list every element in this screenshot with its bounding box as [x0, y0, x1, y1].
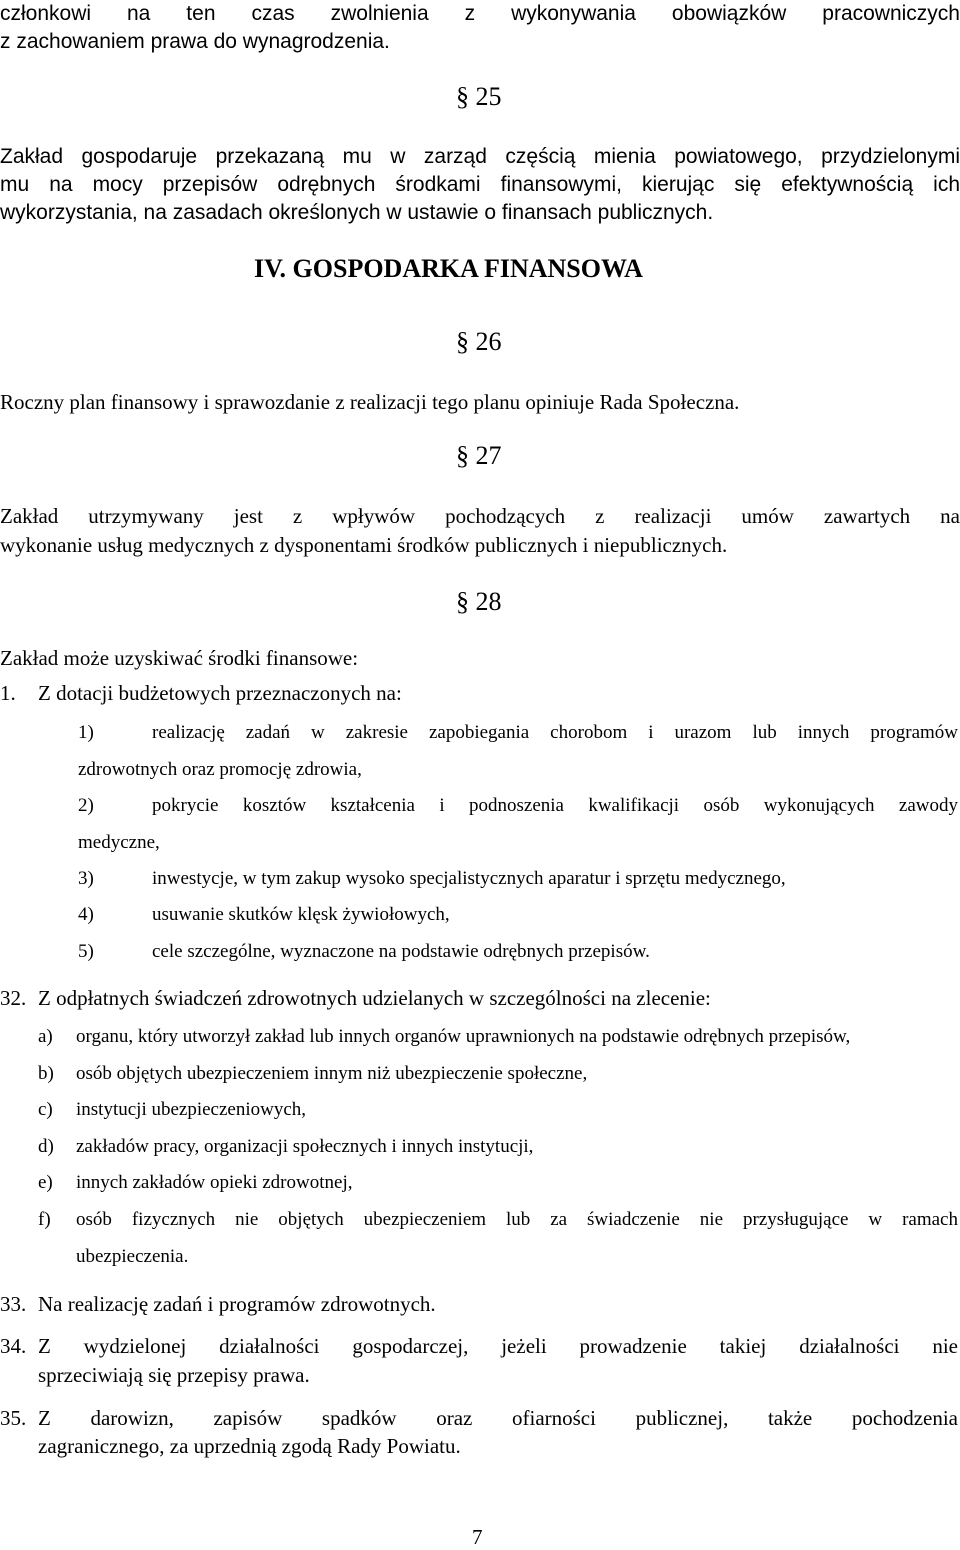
subitem-c-number: c) [38, 1099, 53, 1120]
item-35-number: 35. [0, 1406, 27, 1430]
subitem-f-number: f) [38, 1209, 51, 1230]
para28-intro: Zakład może uzyskiwać środki finansowe: [0, 646, 359, 670]
para26-text: Roczny plan finansowy i sprawozdanie z realizacji tego planu opiniuje Rada Społeczna. [0, 390, 740, 414]
para25-line-1: Zakład gospodaruje przekazaną mu w zarząd częścią mienia powiatowego, przydzielonymi [0, 145, 960, 168]
para25-line-2: mu na mocy przepisów odrębnych środkami finansowymi, kierując się efektywnością ich [0, 173, 960, 196]
item-32-text: Z odpłatnych świadczeń zdrowotnych udzielanych w szczególności na zlecenie: [38, 986, 711, 1010]
subitem-b-line-1: osób objętych ubezpieczeniem innym niż ubezpieczenie społeczne, [76, 1063, 588, 1084]
section-title: IV. GOSPODARKA FINANSOWA [254, 254, 643, 283]
intro-line-2: z zachowaniem prawa do wynagrodzenia. [0, 30, 390, 53]
subitem-a-number: a) [38, 1026, 53, 1047]
item-1-text: Z dotacji budżetowych przeznaczonych na: [38, 681, 402, 705]
item-33-text: Na realizację zadań i programów zdrowotnych. [38, 1292, 436, 1316]
subitem-1-line-2: zdrowotnych oraz promocję zdrowia, [78, 759, 362, 780]
subitem-3-number: 3) [78, 868, 94, 889]
paragraph-heading-25: § 25 [456, 82, 502, 111]
item-35-line-1: Z darowizn, zapisów spadków oraz ofiarności publicznej, także pochodzenia [38, 1406, 958, 1430]
subitem-e-line-1: innych zakładów opieki zdrowotnej, [76, 1172, 353, 1193]
subitem-f-line-2: ubezpieczenia. [76, 1246, 189, 1267]
para25-line-3: wykorzystania, na zasadach określonych w ustawie o finansach publicznych. [0, 201, 714, 224]
subitem-4-number: 4) [78, 904, 94, 925]
subitem-1-line-1: realizację zadań w zakresie zapobiegania chorobom i urazom lub innych programów [152, 722, 958, 743]
item-35-line-2: zagranicznego, za uprzednią zgodą Rady Powiatu. [38, 1434, 461, 1458]
paragraph-heading-26: § 26 [456, 327, 502, 356]
subitem-f-line-1: osób fizycznych nie objętych ubezpieczeniem lub za świadczenie nie przysługujące w ramach [76, 1209, 958, 1230]
subitem-c-line-1: instytucji ubezpieczeniowych, [76, 1099, 307, 1120]
subitem-a-line-1: organu, który utworzył zakład lub innych organów uprawnionych na podstawie odrębnych przepisów, [76, 1026, 851, 1047]
item-33-number: 33. [0, 1292, 27, 1316]
intro-line-1: członkowi na ten czas zwolnienia z wykonywania obowiązków pracowniczych [0, 2, 960, 25]
subitem-2-line-2: medyczne, [78, 832, 160, 853]
subitem-4-line-1: usuwanie skutków klęsk żywiołowych, [152, 904, 450, 925]
item-34-line-2: sprzeciwiają się przepisy prawa. [38, 1363, 310, 1387]
subitem-2-number: 2) [78, 795, 94, 816]
subitem-b-number: b) [38, 1063, 54, 1084]
para27-line-1: Zakład utrzymywany jest z wpływów pochodzących z realizacji umów zawartych na [0, 504, 960, 528]
para27-line-2: wykonanie usług medycznych z dysponentami środków publicznych i niepublicznych. [0, 533, 728, 557]
subitem-5-line-1: cele szczególne, wyznaczone na podstawie odrębnych przepisów. [152, 941, 650, 962]
subitem-1-number: 1) [78, 722, 94, 743]
item-32-number: 32. [0, 986, 27, 1010]
subitem-d-line-1: zakładów pracy, organizacji społecznych i innych instytucji, [76, 1136, 534, 1157]
item-34-number: 34. [0, 1334, 27, 1358]
subitem-d-number: d) [38, 1136, 54, 1157]
subitem-3-line-1: inwestycje, w tym zakup wysoko specjalistycznych aparatur i sprzętu medycznego, [152, 868, 786, 889]
paragraph-heading-28: § 28 [456, 587, 502, 616]
paragraph-heading-27: § 27 [456, 441, 502, 470]
item-34-line-1: Z wydzielonej działalności gospodarczej, jeżeli prowadzenie takiej działalności nie [38, 1334, 958, 1358]
subitem-2-line-1: pokrycie kosztów kształcenia i podnoszenia kwalifikacji osób wykonujących zawody [152, 795, 958, 816]
item-1-number: 1. [0, 681, 16, 705]
subitem-e-number: e) [38, 1172, 53, 1193]
subitem-5-number: 5) [78, 941, 94, 962]
page-number: 7 [472, 1525, 483, 1549]
